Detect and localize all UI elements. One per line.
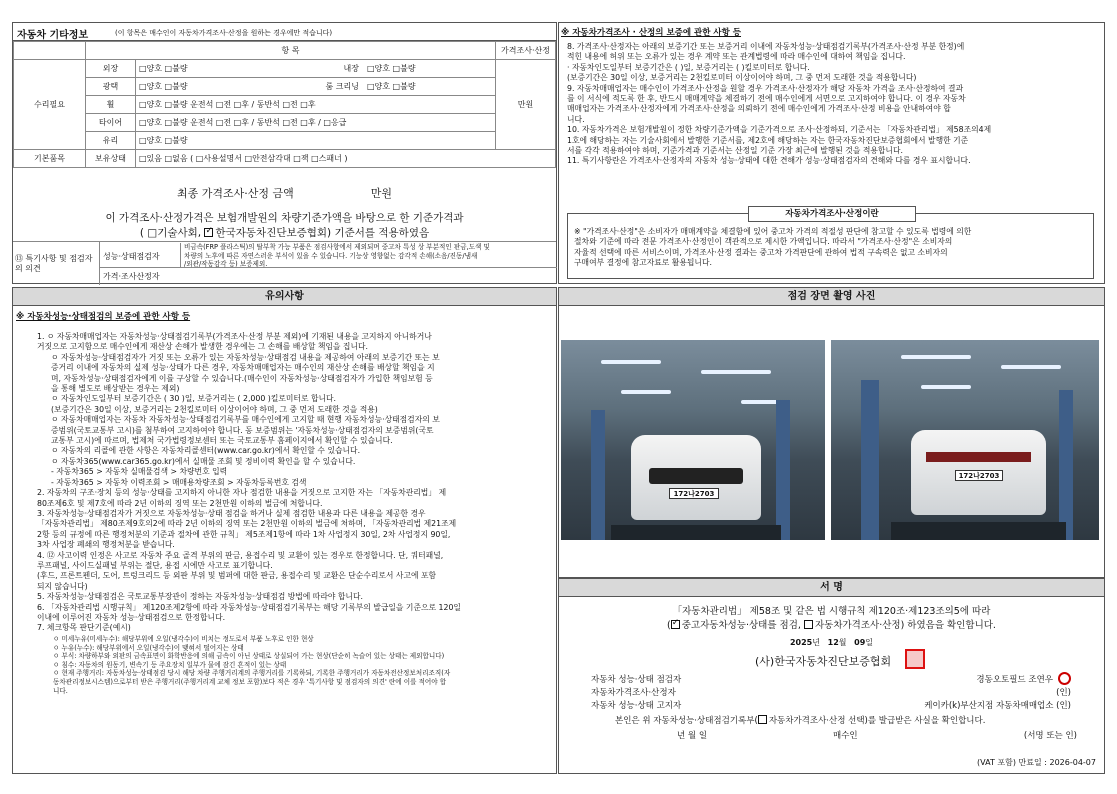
notice-line: 6. 「자동차관리법 시행규칙」 제120조제2항에 따라 자동차성능·상태점검기록부는 해당 기록부의 발급일을 기준으로 120일 xyxy=(37,602,461,612)
price-unit: 만원 xyxy=(496,60,556,150)
basic-label: 기본품목 xyxy=(14,150,86,168)
notice-subtitle: ※ 자동차성능·상태점검의 보증에 관한 사항 등 xyxy=(16,312,191,322)
notice-line: 며, 자동차성능·상태점검자에게 이를 구상할 수 있습니다.(매수인이 자동차성능·상태점검자가 가입한 책임보험 등 xyxy=(51,373,433,383)
notice-line: 「자동차관리법」 제80조제9호의2에 따라 2년 이하의 징역 또는 2천만원 이하의 벌금에 처하며, 「자동차관리법 제21조제 xyxy=(37,519,457,529)
col-price-header: 가격조사·산정 xyxy=(496,42,556,60)
signature-panel xyxy=(558,578,1105,774)
notice-panel xyxy=(12,287,557,774)
signature-line-2: (✓ 중고자동차성능·상태를 점검, 자동차가격조사·산정) 하였음을 확인합니다. xyxy=(559,617,1104,631)
guarantee-line: 서를 각각 적용하여야 하며, 기준가격과 기준서는 산정일 기준 가장 최근에 발행된 것을 적용합니다. xyxy=(567,146,903,156)
definition-line: 구매여부 결정에 참고자료로 활용됩니다. xyxy=(574,258,712,268)
notice-line: ㅇ 자동차365(www.car365.go.kr)에서 실매물 조회 및 정비이력 확인을 할 수 있습니다. xyxy=(51,456,356,466)
notice-line: 이내에 이루어진 자동차 성능·상태점검으로 한정합니다. xyxy=(37,612,226,622)
signature-line-1: 「자동차관리법」 제58조 및 같은 법 시행규칙 제120조·제123조의5에 따라 xyxy=(672,606,991,617)
notice-line: ㅇ 자동차성능·상태점검자가 거짓 또는 오류가 있는 자동차성능·상태점검 내용을 제공하여 아래의 보증기간 또는 보 xyxy=(51,352,440,362)
guarantee-line: 를 이 서식에 적도록 한 후, 반드시 매매계약을 체결하기 전에 매수인에게 서면으로 고지하여야 합니다. 이 경우 자동차 xyxy=(567,94,966,104)
notice-line: 을 통해 별도로 배상받는 경우는 제외) xyxy=(51,384,180,394)
sign-label: 자동차가격조사·산정자 xyxy=(591,688,676,698)
buyer-label: 매수인 xyxy=(833,731,858,741)
receipt-checkbox[interactable] xyxy=(758,715,767,724)
price-definition-title: 자동차가격조사·산정이란 xyxy=(748,206,916,222)
guarantee-line: (보증기간은 30일 이상, 보증거리는 2천킬로미터 이상이어야 하며, 그 중 먼저 도래한 것을 적용합니다) xyxy=(567,73,917,83)
row-name: 타이어 xyxy=(86,114,136,132)
price-inspector-label: 가격·조사산정자 xyxy=(103,272,160,281)
inspection-photo-panel xyxy=(558,287,1105,578)
criteria-line: ㅇ 현재 주행거리: 자동차성능·상태점검 당시 해당 차량 주행거리계의 주행거리를 기록하되, 기록한 주행거리가 자동차전산정보처리조직(자 xyxy=(53,669,451,678)
price-definition-box xyxy=(567,209,1094,279)
criteria-line: ㅇ 누유(누수): 해당부위에서 오일(냉각수)이 맺혀서 떨어지는 상태 xyxy=(53,643,244,652)
criteria-line: 니다. xyxy=(53,686,68,695)
basis-line-2: ( □기술사회, ✓ 한국자동차진단보증협회) 기준서를 적용하였음 xyxy=(13,225,556,240)
sign-value[interactable]: (인) xyxy=(1056,688,1071,698)
total-price-unit: 만원 xyxy=(370,187,392,200)
notice-line: 2항 등의 규정에 따른 행정처분의 기준과 절차에 관한 규칙」 제5조제1항에 따라 1차 사업정지 30일, 2차 사업정지 90일, xyxy=(37,529,451,539)
notice-line: (후드, 프론트펜더, 도어, 트렁크리드 등 외판 부위 및 범퍼에 대한 판금, 용접수리 및 교환은 단순수리로서 사고에 포함 xyxy=(37,571,437,581)
sign-label: 자동차 성능·상태 고지자 xyxy=(591,701,682,711)
row-name: 휠 xyxy=(86,96,136,114)
vehicle-other-info-panel xyxy=(12,22,557,284)
guarantee-line: 매매업자는 가격조사·산정자에게 가격조사·산정을 의뢰하기 전에 매수인에게 가격조사·산정 비용을 안내하여야 합 xyxy=(567,104,951,114)
inspector-label: 성능·상태점검자 xyxy=(103,252,160,261)
col-item-header: 항 목 xyxy=(86,42,496,60)
inspector-note: 차량의 노후에 따른 자연스러운 부식이 있을 수 있습니다. 기능상 영향없는 감각적 손해(소음/진동/냄새 xyxy=(184,251,478,260)
notice-line: 거짓으로 고지함으로 매수인에게 재산상 손해가 발생한 경우에는 그 손해를 배상할 책임을 집니다. xyxy=(37,342,369,352)
notice-line: ㅇ 자동차의 리콜에 관한 사항은 자동차리콜센터(www.car.go.kr)에서 확인할 수 있습니다. xyxy=(51,446,361,456)
special-notes-label: ⑬ 특기사항 및 점검자의 의견 xyxy=(15,254,93,273)
criteria-line: 동차관리정보시스템)으로부터 받은 주행거리(주행거리계 교체 정보 포함)보다 적은 경우 '특기사항 및 점검자의 의견' 란에 이를 적어야 합 xyxy=(53,677,447,686)
footer-expiry: (VAT 포함) 만료일 : 2026-04-07 xyxy=(977,758,1096,767)
price-guarantee-panel xyxy=(558,22,1105,284)
notice-line: 증거리 이내에 자동차의 실제 성능·상태가 다른 경우, 자동차매매업자는 매수인의 재산상 손해를 배상할 책임을 지 xyxy=(51,363,435,373)
row-value[interactable]: □양호 □불량 운전석 □전 □후 / 동반석 □전 □후 xyxy=(136,96,496,114)
inspector-note: 비금속(FRP 플라스틱)의 탈부착 가능 부품은 점검사항에서 제외되며 중고차 특성 상 부분적인 판금,도색 및 xyxy=(184,243,490,251)
org-seal xyxy=(905,649,925,669)
stamp-icon xyxy=(1058,672,1071,685)
notice-line: - 자동차365 > 자동차 이력조회 > 매매용차량조회 > 자동차등록번호 검색 xyxy=(51,477,307,487)
sign-value[interactable]: 경동오토필드 조연우 xyxy=(976,675,1053,685)
front-car-photo xyxy=(561,340,825,540)
license-plate: 172나2703 xyxy=(955,470,1003,481)
guarantee-line: 적힌 내용에 허위 또는 오류가 있는 경우 계약 또는 관계법령에 따라 매수인에 대하여 책임을 집니다. xyxy=(567,52,906,62)
notice-line: 되지 않습니다) xyxy=(37,581,88,591)
definition-line: 자율적 선택에 따른 서비스이며, 가격조사·산정 결과는 중고차 가격판단에 관하여 법적 구속력은 없고 소비자의 xyxy=(574,247,948,257)
signature-date: 2025년 12월 09일 xyxy=(789,638,874,647)
notice-line: 교통부 고시)에 따르며, 법제처 국가법령정보센터 또는 국토교통부 홈페이지에서 확인할 수 있습니다. xyxy=(51,436,393,446)
sign-label: 자동차 성능·상태 점검자 xyxy=(591,675,682,685)
buyer-sign[interactable]: (서명 또는 인) xyxy=(1023,731,1077,741)
guarantee-line: 11. 특기사항란은 가격조사·산정자의 자동차 성능·상태에 대한 견해가 성능·상태점검자의 견해와 다를 경우 표시합니다. xyxy=(567,156,971,166)
org-name: (사)한국자동차진단보증협회 xyxy=(755,655,892,668)
row-name: 유리 xyxy=(86,132,136,150)
row-name: 외장 xyxy=(86,60,136,78)
photo-header: 점검 장면 촬영 사진 xyxy=(559,288,1104,306)
notice-line: 7. 체크항목 판단기준(예시) xyxy=(37,623,131,633)
sign-value[interactable]: 케이카(k)부산지점 자동차매매업소 (인) xyxy=(924,701,1071,711)
notice-line: 5. 자동차성능·상태점검은 국토교통부장관이 정하는 자동차성능·상태점검 방법에 따라야 합니다. xyxy=(37,592,363,602)
rear-car-photo xyxy=(831,340,1099,540)
panel-title-note: (이 항목은 매수인이 자동차가격조사·산정을 원하는 경우에만 적습니다) xyxy=(115,29,333,37)
receipt-line: 본인은 위 자동차성능·상태점검기록부( 자동차가격조사·산정 선택)를 발급받은 사실을 확인합니다. xyxy=(615,716,986,726)
basic-name: 보유상태 xyxy=(86,150,136,168)
notice-line: 4. ⑫ 사고이력 인정은 사고로 자동차 주요 골격 부위의 판금, 용접수리 및 교환이 있는 경우로 한정합니다. 단, 쿼터패널, xyxy=(37,550,444,560)
total-price-label: 최종 가격조사·산정 금액 xyxy=(176,187,294,200)
definition-line: ※ "가격조사·산정"은 소비자가 매매계약을 체결함에 있어 중고차 가격의 적절성 판단에 참고할 수 있도록 법령에 의한 xyxy=(574,227,972,236)
license-plate: 172나2703 xyxy=(669,488,719,499)
buyer-row xyxy=(677,729,1077,741)
guarantee-line: · 자동차인도일부터 보증기간은 ( )일, 보증거리는 ( )킬로미터로 합니다. xyxy=(567,62,810,72)
price-survey-checkbox[interactable] xyxy=(804,620,813,629)
criteria-line: ㅇ 침수: 자동차의 원동기, 변속기 등 주요장치 일부가 물에 잠긴 흔적이 있는 상태 xyxy=(53,660,287,669)
notice-header: 유의사항 xyxy=(13,288,556,306)
notice-line: 증범위(국토교통부 고시)를 첨부하여 고지하여야 합니다. 동 보증범위는 '자동차성능·상태점검자의 보증범위(국토 xyxy=(51,425,434,435)
panel-title: 자동차 기타정보 xyxy=(17,30,89,41)
special-notes-section xyxy=(13,241,556,284)
inspector-note: /외관/작동감각 등) 보증제외. xyxy=(184,260,268,269)
guarantee-line: 9. 자동차매매업자는 매수인이 가격조사·산정을 원할 경우 가격조사·산정자가 해당 자동차 가격을 조사·산정하여 결과 xyxy=(567,83,964,93)
guarantee-line: 10. 자동차가격은 보험개발원이 정한 차량기준가액을 기준가격으로 조사·산정하되, 기준서는 「자동차관리법」 제58조의4제 xyxy=(567,125,992,135)
basic-value[interactable]: □있음 □없음 ( □사용설명서 □안전삼각대 □잭 □스패너 ) xyxy=(136,150,556,168)
repair-table: 항 목 가격조사·산정 수리필요 외장 □양호 □불량 내장 □양호 □불량 만원 광택 □양호 □불량 룸 크리닝 □양호 □불량 휠 □양호 □불량 운전석 □전 □후 / 동반석 □전 □후 타이어 □양호 □불량 운전석 □전 □후 / 동반석 □전 □후 / □응급 유리 □양호 □불량 기본품목 보유상태 □있음 □없음 ( □사용설명서 □안전삼각대 □잭 □스패너 ) xyxy=(13,41,556,168)
association-checkbox[interactable] xyxy=(204,228,213,237)
row-value[interactable]: □양호 □불량 xyxy=(136,132,496,150)
row-value[interactable]: □양호 □불량 운전석 □전 □후 / 동반석 □전 □후 / □응급 xyxy=(136,114,496,132)
notice-line: 1. ㅇ 자동차매매업자는 자동차성능·상태점검기록부(가격조사·산정 부분 제외)에 기재된 내용을 고지하지 아니하거나 xyxy=(37,332,432,341)
guarantee-line: 니다. xyxy=(567,114,585,124)
guarantee-line: 8. 가격조사·산정자는 아래의 보증기간 또는 보증거리 이내에 자동차성능·상태점검기록부(가격조사·산정 부분 한정)에 xyxy=(567,42,965,51)
notice-line: 루프패널, 사이드실패널 부위는 절단, 용접 시에만 사고로 표기합니다. xyxy=(37,560,273,570)
row-value[interactable]: □양호 □불량 xyxy=(139,64,188,73)
notice-line: ㅇ 자동차인도일부터 보증기간은 ( 30 )일, 보증거리는 ( 2,000 )킬로미터로 합니다. xyxy=(51,394,337,404)
criteria-line: ㅇ 미세누유(미세누수): 해당부위에 오일(냉각수)이 비치는 정도로서 부품 노후로 인한 현상 xyxy=(53,635,314,643)
notice-line: - 자동차365 > 자동차 실매물검색 > 차량번호 입력 xyxy=(51,467,228,477)
notice-line: 3. 자동차성능·상태점검자가 거짓으로 자동차성능·상태 점검을 하거나 실제 점검한 내용과 다른 내용을 제공한 경우 xyxy=(37,508,426,518)
inspection-checkbox[interactable] xyxy=(671,620,680,629)
guarantee-line: 1호에 해당하는 자는 기술사회에서 발행한 기준서를, 제2호에 해당하는 자는 한국자동차진단보증협회에서 발행한 기준 xyxy=(567,135,969,145)
total-price-row xyxy=(13,183,556,205)
definition-line: 절차와 기준에 따라 전문 가격조사·산정인이 객관적으로 제시한 가액입니다. 따라서 "가격조사·산정"은 소비자의 xyxy=(574,237,953,247)
notice-line: (보증기간은 30일 이상, 보증거리는 2천킬로미터 이상이어야 하며, 그 중 먼저 도래한 것을 적용) xyxy=(51,404,378,414)
criteria-line: ㅇ 부식: 차량하부와 외판의 금속표면이 화학반응에 의해 금속이 아닌 상태로 상실되어 가는 현상(단순히 녹슬어 있는 상태는 제외합니다) xyxy=(53,652,445,661)
row-value[interactable]: □양호 □불량 xyxy=(139,82,188,91)
row-name: 광택 xyxy=(86,78,136,96)
buyer-date[interactable]: 년 월 일 xyxy=(677,731,708,741)
notice-line: 3차 사업장 폐쇄의 행정처분을 받습니다. xyxy=(37,540,175,550)
price-guarantee-title: ※ 자동차가격조사 · 산정의 보증에 관한 사항 등 xyxy=(561,28,742,38)
notice-line: 80조제6호 및 제7호에 따라 2년 이하의 징역 또는 2천만원 이하의 벌금에 처합니다. xyxy=(37,498,323,508)
notice-line: 2. 자동차의 구조·장치 등의 성능·상태를 고지하지 아니한 자나 점검한 내용을 거짓으로 고지한 자는 「자동차관리법」 제 xyxy=(37,488,447,498)
signature-header: 서 명 xyxy=(559,579,1104,597)
notice-line: ㅇ 자동차매매업자는 자동차 자동차성능·상태점검기록부를 매수인에게 고지할 때 현행 자동차성능·상태점검자의 보 xyxy=(51,415,440,425)
repair-label: 수리필요 xyxy=(14,60,86,150)
basis-line-1: 이 가격조사·산정가격은 보험개발원의 차량기준가액을 바탕으로 한 기준가격과 xyxy=(105,212,464,224)
